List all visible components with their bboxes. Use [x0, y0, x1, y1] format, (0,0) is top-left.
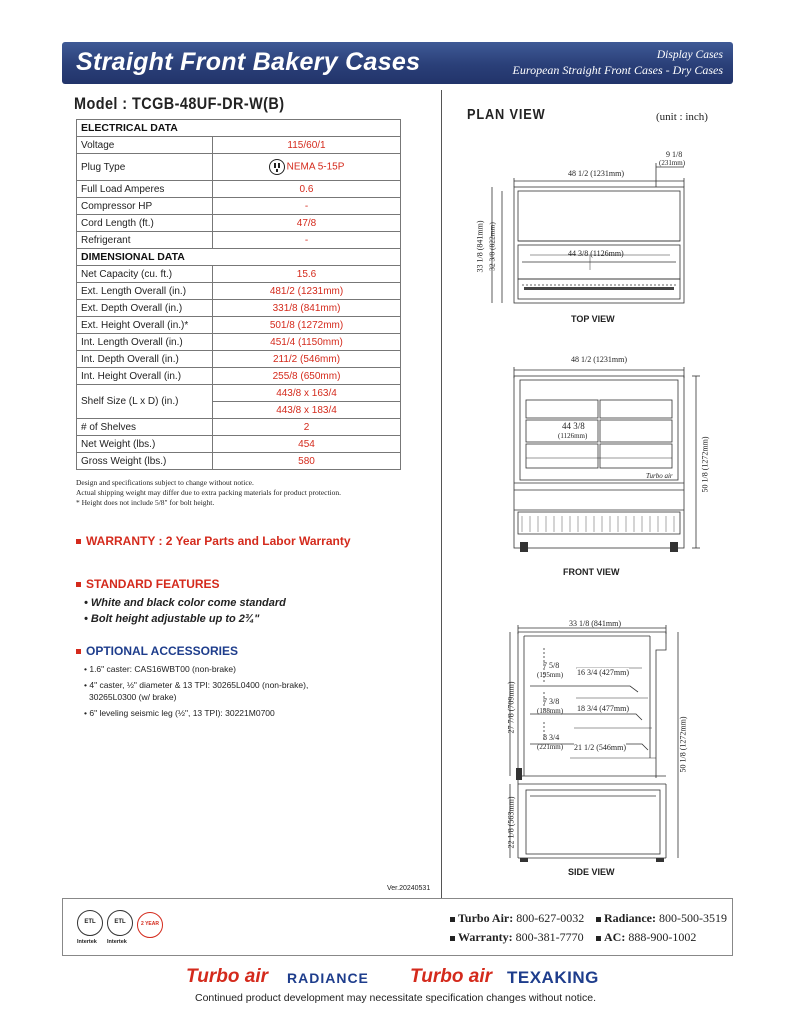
note-line: * Height does not include 5/8" for bolt height. [76, 498, 215, 507]
turbo-air-logo: Turbo air [186, 966, 268, 987]
contact-name: Turbo Air: [458, 911, 514, 925]
side-view-shelf1-label: 16 3/4 (427mm) [577, 668, 629, 677]
turbo-air-logo-2: Turbo air [410, 966, 492, 987]
table-row [77, 181, 401, 198]
warranty-heading [76, 534, 351, 548]
side-view-gap2-mm-label: (188mm) [537, 707, 564, 715]
table-row [77, 436, 401, 453]
table-row [77, 334, 401, 351]
top-view-depth-total-label: 33 1/8 (841mm) [475, 220, 485, 273]
top-view-inner-width-label: 44 3/8 (1126mm) [568, 249, 624, 258]
spec-label: Plug Type [77, 154, 213, 181]
spec-value: 255/8 (650mm) [213, 368, 401, 385]
bullet-square-icon [596, 936, 601, 941]
spec-value: 115/60/1 [213, 137, 401, 154]
category-label: Display Cases [656, 49, 723, 61]
spec-label: Full Load Amperes [77, 181, 213, 198]
spec-value: - [213, 198, 401, 215]
side-view-deck-label: 21 1/2 (546mm) [574, 743, 626, 752]
table-row [77, 137, 401, 154]
spec-value: - [213, 232, 401, 249]
bullet-square-icon [450, 936, 455, 941]
contact-name: Warranty: [458, 930, 513, 944]
top-view-depth-inner-label: 32 3/8 (822mm) [487, 222, 497, 271]
table-row [77, 368, 401, 385]
table-row [77, 215, 401, 232]
note-line: Design and specifications subject to change without notice. [76, 478, 254, 487]
spec-value: 0.6 [213, 181, 401, 198]
feature-item: • White and black color come standard [84, 597, 286, 609]
accessory-item: • 1.6" caster: CAS16WBT00 (non-brake) [84, 664, 236, 674]
spec-label: Refrigerant [77, 232, 213, 249]
table-row [77, 266, 401, 283]
table-row [77, 351, 401, 368]
table-row [77, 317, 401, 334]
dimensional-section-title: DIMENSIONAL DATA [77, 249, 401, 266]
table-row [77, 385, 401, 402]
table-row [77, 419, 401, 436]
table-row [77, 453, 401, 470]
table-row [77, 154, 401, 181]
etl-sanitation-certification-icon: ETL [107, 910, 133, 936]
cert-caption: Intertek [77, 939, 97, 945]
side-view-lower-height-label: 22 1/8 (563mm) [506, 796, 516, 849]
spec-value: 451/4 (1150mm) [213, 334, 401, 351]
spec-label: Gross Weight (lbs.) [77, 453, 213, 470]
spec-label: # of Shelves [77, 419, 213, 436]
front-view-inner-mm-label: (1126mm) [558, 432, 588, 440]
spec-value: 47/8 [213, 215, 401, 232]
header-banner [62, 42, 733, 84]
side-view-label: SIDE VIEW [568, 867, 615, 877]
table-row [77, 283, 401, 300]
side-view-gap3-mm-label: (221mm) [537, 743, 564, 751]
side-view-depth-label: 33 1/8 (841mm) [569, 619, 621, 628]
page-title: Straight Front Bakery Cases [76, 48, 421, 76]
contact-phone: 800-500-3519 [659, 911, 727, 925]
plug-icon [269, 159, 285, 175]
spec-label: Net Weight (lbs.) [77, 436, 213, 453]
table-row [77, 120, 401, 137]
table-row [77, 249, 401, 266]
side-view-gap2-label: 7 3/8 [543, 697, 560, 706]
spec-label: Compressor HP [77, 198, 213, 215]
spec-label: Ext. Depth Overall (in.) [77, 300, 213, 317]
top-view-offset-label: 9 1/8 [666, 150, 683, 159]
spec-value: 481/2 (1231mm) [213, 283, 401, 300]
plug-type-value: NEMA 5-15P [286, 161, 345, 173]
brand-logos [0, 964, 791, 990]
front-view-inner-label: 44 3/8 [562, 421, 585, 431]
optional-accessories-title: OPTIONAL ACCESSORIES [86, 644, 239, 658]
spec-label: Net Capacity (cu. ft.) [77, 266, 213, 283]
top-view-width-label: 48 1/2 (1231mm) [568, 169, 624, 178]
spec-label: Cord Length (ft.) [77, 215, 213, 232]
texaking-logo: TEXAKING [507, 968, 599, 987]
side-view-gap1-mm-label: (195mm) [537, 671, 564, 679]
contact-phone: 888-900-1002 [628, 930, 697, 944]
etl-certification-icon: ETL [77, 910, 103, 936]
side-view-shelf2-label: 18 3/4 (477mm) [577, 704, 629, 713]
side-view-gap3-label: 8 3/4 [543, 733, 560, 742]
spec-value: 331/8 (841mm) [213, 300, 401, 317]
note-line: Actual shipping weight may differ due to extra packing materials for product protection. [76, 488, 341, 497]
electrical-section-title: ELECTRICAL DATA [77, 120, 401, 137]
spec-value: 15.6 [213, 266, 401, 283]
side-view-upper-height-label: 27 7/8 (709mm) [506, 681, 516, 734]
spec-value: 2 [213, 419, 401, 436]
contact-ac [596, 928, 696, 947]
spec-notes [76, 478, 341, 508]
front-view-height-label: 50 1/8 (1272mm) [700, 436, 710, 493]
bullet-square-icon [76, 649, 81, 654]
spec-value: 580 [213, 453, 401, 470]
bullet-square-icon [76, 539, 81, 544]
table-row [77, 300, 401, 317]
spec-label: Voltage [77, 137, 213, 154]
contact-radiance [596, 909, 727, 928]
plan-view-title: PLAN VIEW [467, 106, 546, 123]
spec-value: 501/8 (1272mm) [213, 317, 401, 334]
disclaimer-note: Continued product development may necessitate specification changes without notice. [195, 992, 596, 1004]
accessory-item: • 6" leveling seismic leg (½", 13 TPI): 30221M0700 [84, 708, 275, 718]
contact-warranty [450, 928, 584, 947]
table-row [77, 232, 401, 249]
contact-turbo-air [450, 909, 584, 928]
side-view-total-height-label: 50 1/8 (1272mm) [678, 716, 688, 773]
spec-table [76, 119, 401, 470]
column-divider [441, 90, 442, 898]
top-view-offset-mm-label: (231mm) [659, 159, 686, 167]
spec-value: 211/2 (546mm) [213, 351, 401, 368]
spec-value [213, 154, 401, 181]
accessory-item: 30265L0300 (w/ brake) [89, 692, 177, 702]
radiance-logo: RADIANCE [287, 970, 369, 986]
front-view-drawing [500, 360, 720, 560]
subcategory-label: European Straight Front Cases - Dry Cases [512, 63, 723, 77]
front-view-brand-mark: Turbo air [646, 472, 673, 480]
optional-accessories-heading [76, 644, 238, 658]
spec-value: 454 [213, 436, 401, 453]
feature-item: • Bolt height adjustable up to 2¾" [84, 613, 260, 625]
bullet-square-icon [596, 917, 601, 922]
contact-phone: 800-381-7770 [515, 930, 584, 944]
spec-label: Shelf Size (L x D) (in.) [77, 385, 213, 419]
spec-label: Int. Height Overall (in.) [77, 368, 213, 385]
front-view-width-label: 48 1/2 (1231mm) [571, 355, 627, 364]
cert-caption: Intertek [107, 939, 127, 945]
bullet-square-icon [450, 917, 455, 922]
side-view-gap1-label: 7 5/8 [543, 661, 560, 670]
warranty-text: WARRANTY : 2 Year Parts and Labor Warranty [86, 534, 351, 548]
spec-label: Ext. Length Overall (in.) [77, 283, 213, 300]
contact-phone: 800-627-0032 [516, 911, 585, 925]
bullet-square-icon [76, 582, 81, 587]
spec-label: Int. Depth Overall (in.) [77, 351, 213, 368]
front-view-label: FRONT VIEW [563, 567, 620, 577]
unit-label: (unit : inch) [656, 111, 708, 123]
standard-features-heading [76, 577, 220, 591]
version-label: Ver.20240531 [387, 885, 431, 892]
table-row [77, 198, 401, 215]
two-year-warranty-seal-icon: 2 YEAR [137, 912, 163, 938]
top-view-label: TOP VIEW [571, 314, 615, 324]
accessory-item: • 4" caster, ½" diameter & 13 TPI: 30265L0400 (non-brake), [84, 680, 309, 690]
contact-name: AC: [604, 930, 626, 944]
spec-value: 443/8 x 183/4 [213, 402, 401, 419]
spec-label: Int. Length Overall (in.) [77, 334, 213, 351]
header-category [513, 48, 723, 78]
model-number: Model : TCGB-48UF-DR-W(B) [74, 94, 285, 113]
spec-value: 443/8 x 163/4 [213, 385, 401, 402]
standard-features-title: STANDARD FEATURES [86, 577, 220, 591]
contact-name: Radiance: [604, 911, 656, 925]
spec-label: Ext. Height Overall (in.)* [77, 317, 213, 334]
